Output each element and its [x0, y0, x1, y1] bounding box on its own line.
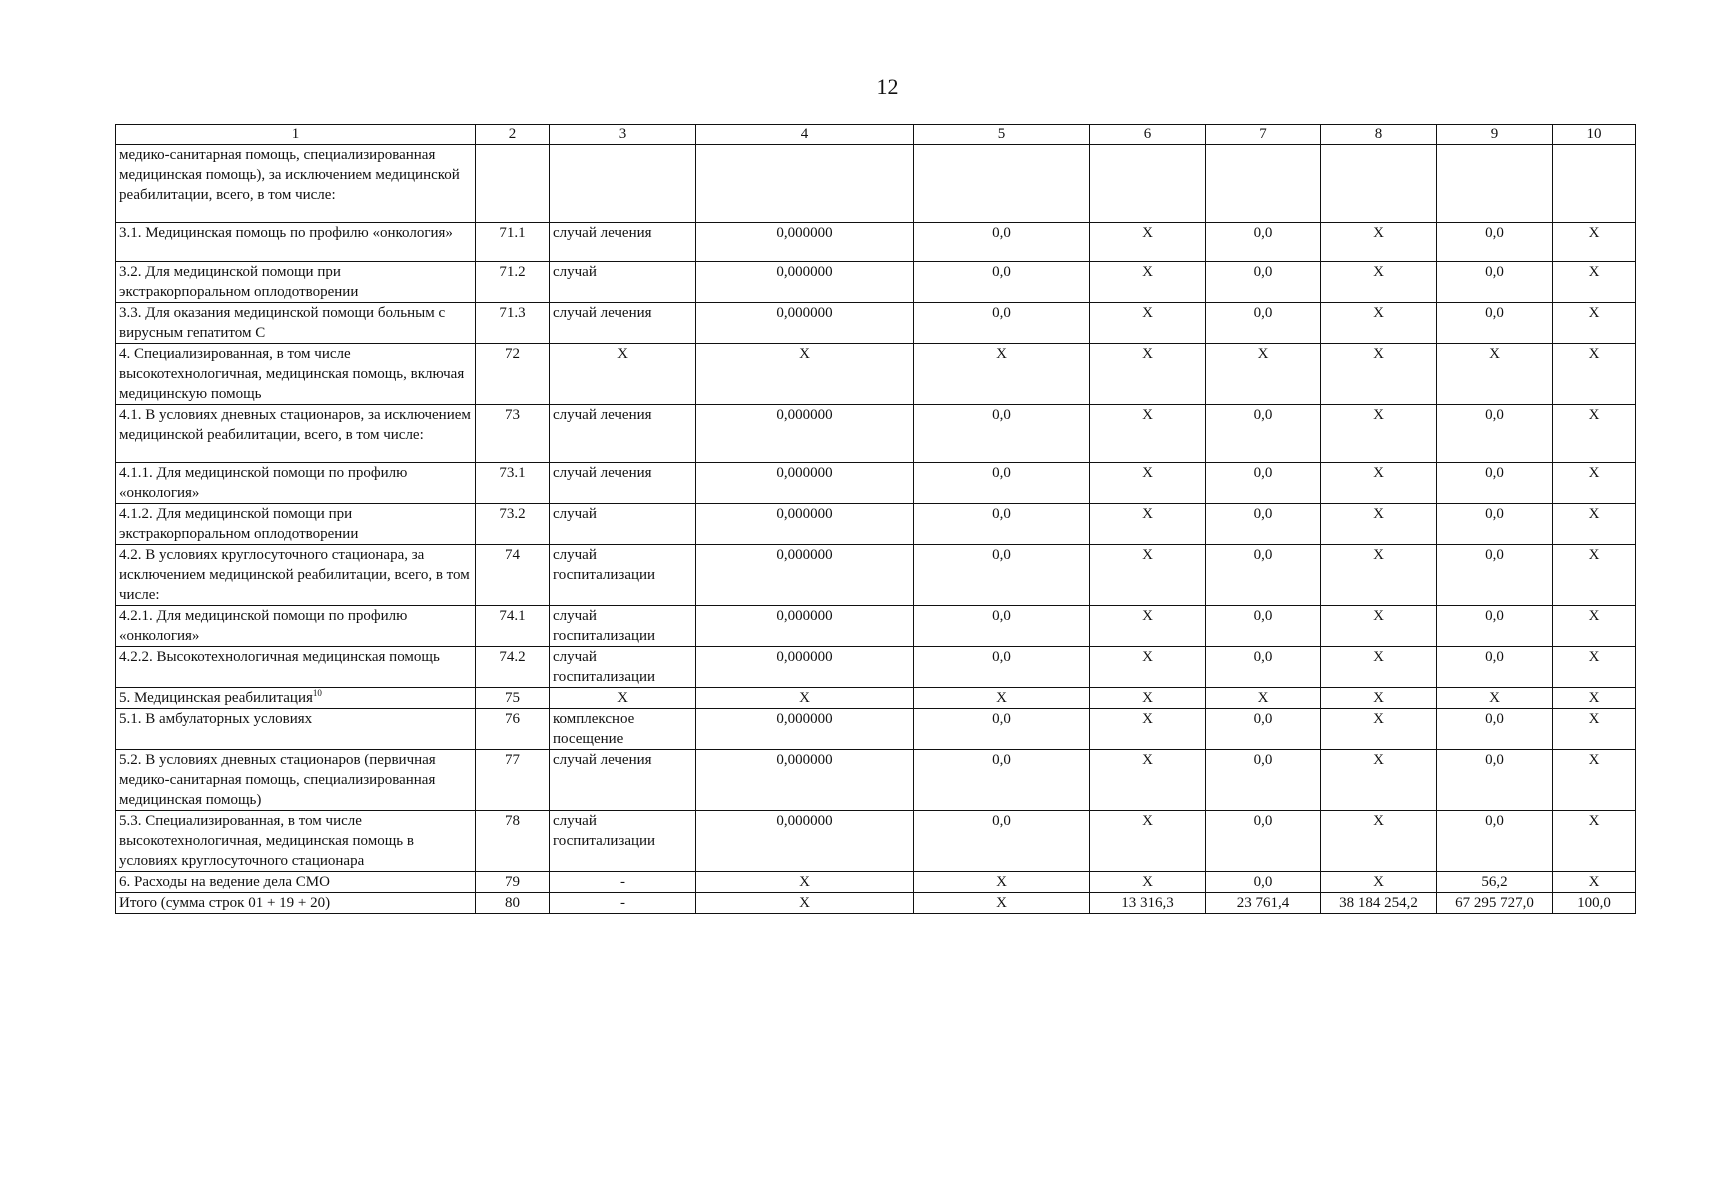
cell-c7: 0,0	[1206, 750, 1321, 811]
cell-c5: X	[914, 688, 1090, 709]
cell-c4	[696, 145, 914, 223]
row-description	[116, 688, 476, 709]
row-description	[116, 872, 476, 893]
cell-c9: 0,0	[1437, 223, 1553, 262]
column-header: 7	[1206, 125, 1321, 145]
row-description-text: 6. Расходы на ведение дела СМО	[119, 874, 330, 890]
cell-c9: 0,0	[1437, 463, 1553, 504]
cell-c7: X	[1206, 688, 1321, 709]
cell-c9: 0,0	[1437, 750, 1553, 811]
cell-c5: X	[914, 872, 1090, 893]
row-description-text: 4.1.1. Для медицинской помощи по профилю «онкология»	[119, 465, 408, 501]
cell-c6: X	[1090, 688, 1206, 709]
unit-of-measure: случай госпитализации	[550, 811, 696, 872]
cell-c10: X	[1553, 405, 1636, 463]
cell-c6: X	[1090, 223, 1206, 262]
cell-c7: 0,0	[1206, 709, 1321, 750]
row-description-text: 4.2. В условиях круглосуточного стационара, за исключением медицинской реабилитации, всего, в том числе:	[119, 547, 470, 603]
cell-c9: 0,0	[1437, 811, 1553, 872]
row-code: 77	[476, 750, 550, 811]
row-description-text: 3.3. Для оказания медицинской помощи больным с вирусным гепатитом С	[119, 305, 446, 341]
row-description-text: 5.1. В амбулаторных условиях	[119, 711, 313, 727]
page-number: 12	[876, 74, 899, 99]
cell-c4: 0,000000	[696, 405, 914, 463]
cell-c8	[1321, 145, 1437, 223]
cell-c9	[1437, 145, 1553, 223]
cell-c8: X	[1321, 811, 1437, 872]
cell-c5: X	[914, 344, 1090, 405]
row-code: 74.1	[476, 606, 550, 647]
row-description-text: 3.2. Для медицинской помощи при экстракорпоральном оплодотворении	[119, 264, 359, 300]
cell-c8: X	[1321, 647, 1437, 688]
cell-c6: 13 316,3	[1090, 893, 1206, 914]
table-row	[116, 405, 1636, 463]
cell-c5: 0,0	[914, 405, 1090, 463]
unit-of-measure: случай госпитализации	[550, 606, 696, 647]
cell-c9: X	[1437, 344, 1553, 405]
cell-c10: X	[1553, 545, 1636, 606]
cell-c10: X	[1553, 223, 1636, 262]
cell-c4: 0,000000	[696, 811, 914, 872]
financing-table	[115, 124, 1636, 914]
unit-of-measure: -	[550, 893, 696, 914]
row-code: 71.2	[476, 262, 550, 303]
row-description-text: 5. Медицинская реабилитация	[119, 690, 313, 706]
cell-c4: 0,000000	[696, 545, 914, 606]
row-description-text: 3.1. Медицинская помощь по профилю «онкология»	[119, 225, 453, 241]
unit-of-measure: случай госпитализации	[550, 545, 696, 606]
table-row	[116, 463, 1636, 504]
cell-c8: X	[1321, 750, 1437, 811]
cell-c10: X	[1553, 463, 1636, 504]
cell-c4: 0,000000	[696, 262, 914, 303]
cell-c8: X	[1321, 405, 1437, 463]
cell-c4: 0,000000	[696, 303, 914, 344]
row-code: 71.1	[476, 223, 550, 262]
cell-c6: X	[1090, 405, 1206, 463]
cell-c4: 0,000000	[696, 463, 914, 504]
unit-of-measure: случай лечения	[550, 303, 696, 344]
cell-c6: X	[1090, 647, 1206, 688]
column-header: 2	[476, 125, 550, 145]
row-description	[116, 262, 476, 303]
row-code	[476, 145, 550, 223]
unit-of-measure: комплексное посещение	[550, 709, 696, 750]
table-row	[116, 504, 1636, 545]
cell-c7: 0,0	[1206, 545, 1321, 606]
cell-c6: X	[1090, 811, 1206, 872]
cell-c6: X	[1090, 709, 1206, 750]
cell-c8: X	[1321, 262, 1437, 303]
table-row	[116, 647, 1636, 688]
cell-c7: 0,0	[1206, 872, 1321, 893]
row-code: 73	[476, 405, 550, 463]
row-code: 74.2	[476, 647, 550, 688]
cell-c9: 67 295 727,0	[1437, 893, 1553, 914]
cell-c7: 23 761,4	[1206, 893, 1321, 914]
cell-c8: X	[1321, 223, 1437, 262]
column-header: 1	[116, 125, 476, 145]
cell-c8: X	[1321, 504, 1437, 545]
cell-c5: 0,0	[914, 504, 1090, 545]
row-code: 76	[476, 709, 550, 750]
row-description	[116, 344, 476, 405]
cell-c10: X	[1553, 303, 1636, 344]
cell-c5: 0,0	[914, 223, 1090, 262]
cell-c9: 0,0	[1437, 262, 1553, 303]
row-description	[116, 405, 476, 463]
row-description-text: Итого (сумма строк 01 + 19 + 20)	[119, 895, 331, 911]
cell-c5: 0,0	[914, 545, 1090, 606]
cell-c7: X	[1206, 344, 1321, 405]
cell-c8: X	[1321, 606, 1437, 647]
cell-c5: 0,0	[914, 463, 1090, 504]
row-code: 78	[476, 811, 550, 872]
cell-c6: X	[1090, 344, 1206, 405]
row-code: 71.3	[476, 303, 550, 344]
column-header: 4	[696, 125, 914, 145]
cell-c6: X	[1090, 303, 1206, 344]
cell-c9: X	[1437, 688, 1553, 709]
cell-c6: X	[1090, 545, 1206, 606]
column-header: 3	[550, 125, 696, 145]
cell-c5	[914, 145, 1090, 223]
cell-c7: 0,0	[1206, 811, 1321, 872]
row-description-text: 5.2. В условиях дневных стационаров (первичная медико-санитарная помощь, специализированная медицинская помощь)	[119, 752, 436, 808]
row-description	[116, 811, 476, 872]
cell-c7: 0,0	[1206, 262, 1321, 303]
cell-c10: X	[1553, 709, 1636, 750]
cell-c6: X	[1090, 750, 1206, 811]
cell-c6: X	[1090, 504, 1206, 545]
table-row	[116, 709, 1636, 750]
row-code: 74	[476, 545, 550, 606]
cell-c10: X	[1553, 262, 1636, 303]
cell-c5: 0,0	[914, 811, 1090, 872]
row-description-text: 4.1. В условиях дневных стационаров, за исключением медицинской реабилитации, всего, в том числе:	[119, 407, 471, 443]
cell-c4: 0,000000	[696, 709, 914, 750]
cell-c9: 0,0	[1437, 504, 1553, 545]
row-description-text: 4.2.2. Высокотехнологичная медицинская помощь	[119, 649, 440, 665]
row-description	[116, 647, 476, 688]
table-row	[116, 303, 1636, 344]
cell-c9: 0,0	[1437, 405, 1553, 463]
row-description	[116, 223, 476, 262]
cell-c6: X	[1090, 463, 1206, 504]
row-code: 73.2	[476, 504, 550, 545]
row-code: 80	[476, 893, 550, 914]
cell-c8: X	[1321, 303, 1437, 344]
row-code: 79	[476, 872, 550, 893]
row-code: 72	[476, 344, 550, 405]
cell-c10: X	[1553, 606, 1636, 647]
column-header: 9	[1437, 125, 1553, 145]
cell-c10: X	[1553, 504, 1636, 545]
row-description-text: 5.3. Специализированная, в том числе высокотехнологичная, медицинская помощь в условиях круглосуточного стационара	[119, 813, 414, 869]
row-description-text: 4.2.1. Для медицинской помощи по профилю «онкология»	[119, 608, 408, 644]
row-description-text: 4.1.2. Для медицинской помощи при экстракорпоральном оплодотворении	[119, 506, 359, 542]
cell-c8: X	[1321, 688, 1437, 709]
unit-of-measure: случай госпитализации	[550, 647, 696, 688]
cell-c7: 0,0	[1206, 303, 1321, 344]
unit-of-measure: случай	[550, 504, 696, 545]
table-row	[116, 545, 1636, 606]
table-row	[116, 223, 1636, 262]
column-header: 8	[1321, 125, 1437, 145]
unit-of-measure: случай лечения	[550, 223, 696, 262]
cell-c8: X	[1321, 344, 1437, 405]
cell-c9: 0,0	[1437, 709, 1553, 750]
cell-c10	[1553, 145, 1636, 223]
table-row	[116, 606, 1636, 647]
cell-c6: X	[1090, 872, 1206, 893]
row-description	[116, 303, 476, 344]
table-row	[116, 688, 1636, 709]
table-row	[116, 344, 1636, 405]
cell-c8: X	[1321, 709, 1437, 750]
table-row	[116, 262, 1636, 303]
cell-c5: 0,0	[914, 606, 1090, 647]
cell-c10: 100,0	[1553, 893, 1636, 914]
cell-c7: 0,0	[1206, 504, 1321, 545]
column-header-row	[116, 125, 1636, 145]
cell-c5: 0,0	[914, 750, 1090, 811]
cell-c4: X	[696, 872, 914, 893]
row-description-text: 4. Специализированная, в том числе высокотехнологичная, медицинская помощь, включая медицинскую помощь	[119, 346, 465, 402]
cell-c9: 0,0	[1437, 545, 1553, 606]
cell-c5: 0,0	[914, 262, 1090, 303]
cell-c5: X	[914, 893, 1090, 914]
cell-c4: 0,000000	[696, 750, 914, 811]
row-code: 75	[476, 688, 550, 709]
table-row	[116, 750, 1636, 811]
cell-c4: X	[696, 893, 914, 914]
row-description	[116, 545, 476, 606]
cell-c5: 0,0	[914, 303, 1090, 344]
column-header: 10	[1553, 125, 1636, 145]
unit-of-measure: случай лечения	[550, 750, 696, 811]
cell-c4: X	[696, 688, 914, 709]
unit-of-measure: X	[550, 688, 696, 709]
cell-c6: X	[1090, 606, 1206, 647]
column-header: 6	[1090, 125, 1206, 145]
unit-of-measure: случай лечения	[550, 463, 696, 504]
cell-c8: 38 184 254,2	[1321, 893, 1437, 914]
cell-c10: X	[1553, 688, 1636, 709]
cell-c7: 0,0	[1206, 463, 1321, 504]
row-description	[116, 709, 476, 750]
row-code: 73.1	[476, 463, 550, 504]
cell-c7: 0,0	[1206, 606, 1321, 647]
cell-c4: 0,000000	[696, 504, 914, 545]
cell-c8: X	[1321, 545, 1437, 606]
cell-c6	[1090, 145, 1206, 223]
cell-c4: 0,000000	[696, 647, 914, 688]
cell-c9: 0,0	[1437, 303, 1553, 344]
table-row	[116, 893, 1636, 914]
row-description	[116, 504, 476, 545]
row-description	[116, 606, 476, 647]
cell-c8: X	[1321, 463, 1437, 504]
row-description	[116, 145, 476, 223]
cell-c9: 0,0	[1437, 606, 1553, 647]
cell-c10: X	[1553, 647, 1636, 688]
unit-of-measure: -	[550, 872, 696, 893]
cell-c6: X	[1090, 262, 1206, 303]
footnote-marker: 10	[312, 688, 322, 698]
cell-c10: X	[1553, 811, 1636, 872]
unit-of-measure	[550, 145, 696, 223]
cell-c4: 0,000000	[696, 223, 914, 262]
cell-c10: X	[1553, 872, 1636, 893]
cell-c7: 0,0	[1206, 223, 1321, 262]
unit-of-measure: случай лечения	[550, 405, 696, 463]
unit-of-measure: X	[550, 344, 696, 405]
column-header: 5	[914, 125, 1090, 145]
cell-c8: X	[1321, 872, 1437, 893]
cell-c10: X	[1553, 750, 1636, 811]
table-row	[116, 872, 1636, 893]
cell-c4: X	[696, 344, 914, 405]
row-description-text: медико-санитарная помощь, специализированная медицинская помощь), за исключением медицинской реабилитации, всего, в том числе:	[119, 147, 460, 203]
unit-of-measure: случай	[550, 262, 696, 303]
cell-c4: 0,000000	[696, 606, 914, 647]
cell-c9: 56,2	[1437, 872, 1553, 893]
cell-c9: 0,0	[1437, 647, 1553, 688]
table-row	[116, 811, 1636, 872]
cell-c7	[1206, 145, 1321, 223]
row-description	[116, 750, 476, 811]
table-row	[116, 145, 1636, 223]
cell-c10: X	[1553, 344, 1636, 405]
cell-c5: 0,0	[914, 709, 1090, 750]
cell-c7: 0,0	[1206, 405, 1321, 463]
row-description	[116, 893, 476, 914]
row-description	[116, 463, 476, 504]
cell-c7: 0,0	[1206, 647, 1321, 688]
cell-c5: 0,0	[914, 647, 1090, 688]
